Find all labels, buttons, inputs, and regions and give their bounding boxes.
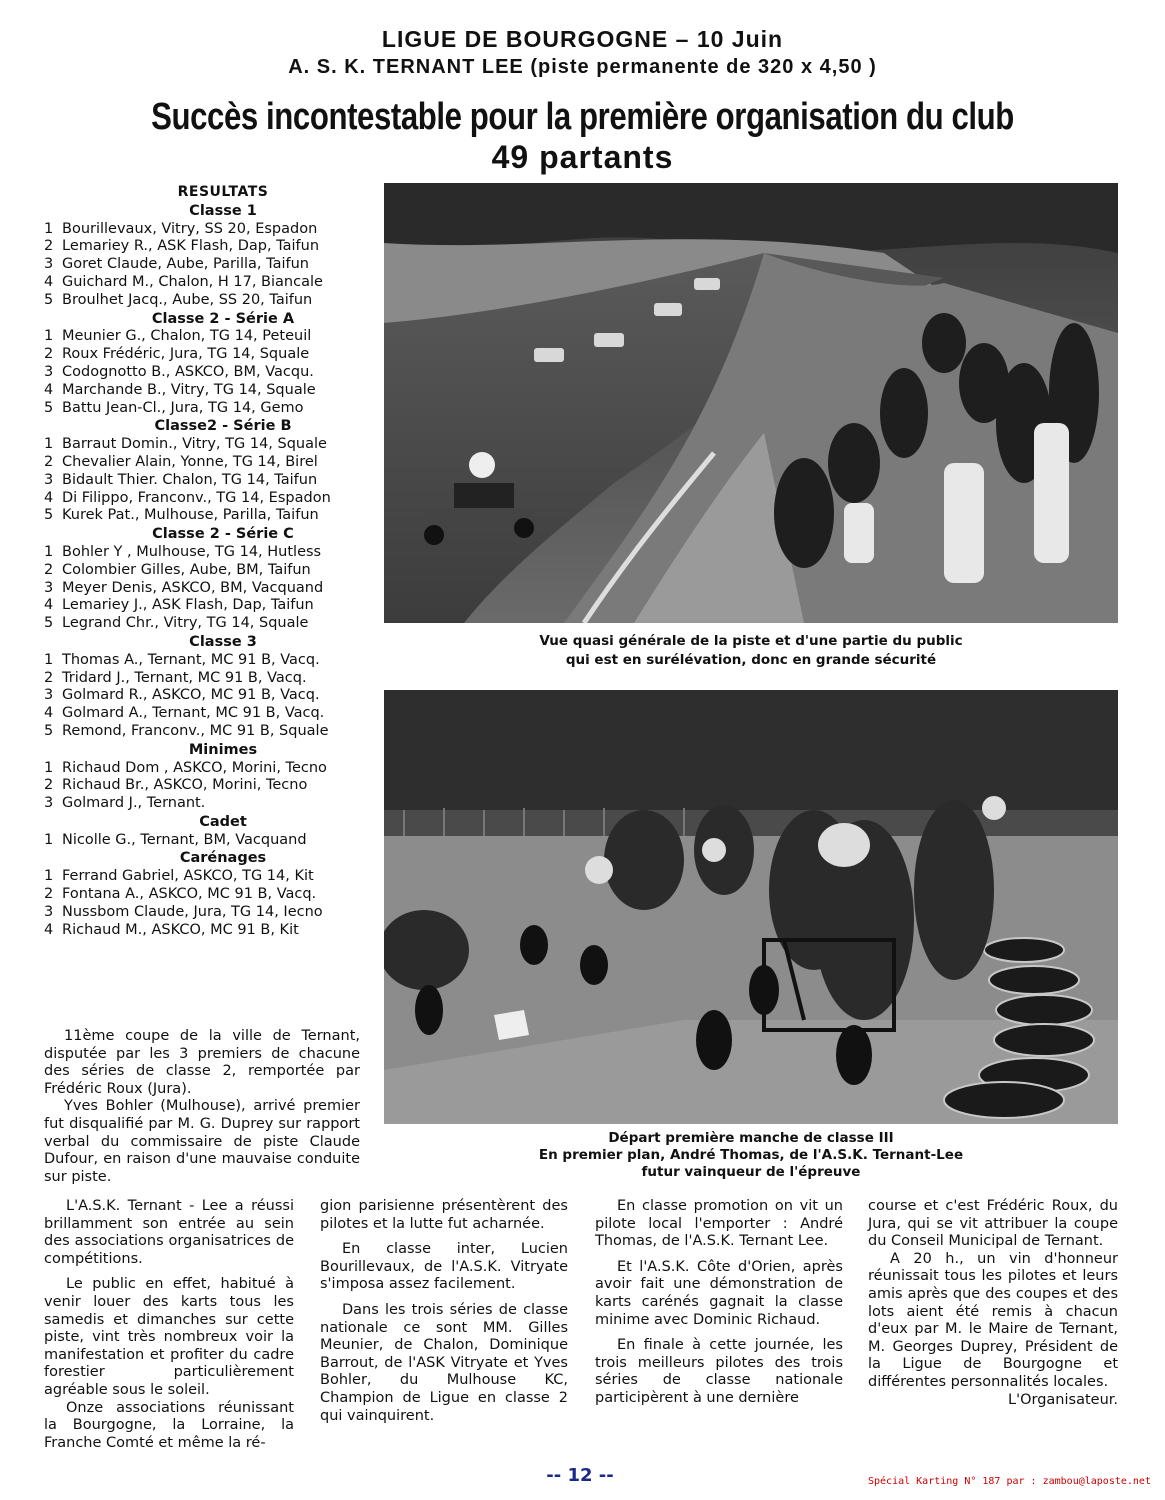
results-list bbox=[44, 184, 362, 939]
article-paragraph: Le public en effet, habitué à venir louer des karts tous les samedis et dimanches sur cette piste, vint très nombreux voir la manifestation et profiter du cadre forestier particulièrement agréable sous le soleil. bbox=[44, 1276, 294, 1398]
article-column-3 bbox=[595, 1198, 843, 1416]
result-position: 5 bbox=[44, 399, 54, 416]
result-entry: Battu Jean-Cl., Jura, TG 14, Gemo bbox=[62, 399, 304, 416]
result-entry: Bohler Y , Mulhouse, TG 14, Hutless bbox=[62, 543, 322, 560]
article-signature: L'Organisateur. bbox=[1008, 1391, 1118, 1408]
result-row bbox=[44, 436, 362, 454]
result-row bbox=[44, 490, 362, 508]
result-entry: Roux Frédéric, Jura, TG 14, Squale bbox=[62, 346, 310, 363]
result-entry: Richaud Dom , ASKCO, Morini, Tecno bbox=[62, 759, 327, 776]
result-row bbox=[44, 615, 362, 633]
result-row bbox=[44, 904, 362, 922]
result-entry: Meyer Denis, ASKCO, BM, Vacquand bbox=[62, 579, 324, 596]
result-row bbox=[44, 760, 362, 778]
result-entry: Nussbom Claude, Jura, TG 14, Iecno bbox=[62, 903, 323, 920]
result-entry: Broulhet Jacq., Aube, SS 20, Taifun bbox=[62, 291, 313, 308]
photo-race-start bbox=[384, 690, 1118, 1124]
result-position: 4 bbox=[44, 273, 54, 290]
article-headline: Succès incontestable pour la première organisation du club bbox=[151, 96, 1014, 138]
result-position: 5 bbox=[44, 291, 54, 308]
result-row bbox=[44, 221, 362, 239]
result-row bbox=[44, 687, 362, 705]
result-position: 2 bbox=[44, 238, 54, 255]
article-paragraph: En classe inter, Lucien Bourillevaux, de l'A.S.K. Vitryate s'imposa assez facilement. bbox=[320, 1241, 568, 1293]
result-entry: Barraut Domin., Vitry, TG 14, Squale bbox=[62, 436, 327, 453]
result-position: 3 bbox=[44, 795, 54, 812]
result-position: 4 bbox=[44, 597, 54, 614]
result-entry: Remond, Franconv., MC 91 B, Squale bbox=[62, 722, 329, 739]
result-position: 5 bbox=[44, 507, 54, 524]
result-row bbox=[44, 400, 362, 418]
result-position: 1 bbox=[44, 651, 54, 668]
result-entry: Marchande B., Vitry, TG 14, Squale bbox=[62, 381, 316, 398]
result-row bbox=[44, 723, 362, 741]
result-position: 2 bbox=[44, 346, 54, 363]
result-row bbox=[44, 364, 362, 382]
results-class-heading: Classe2 - Série B bbox=[154, 418, 292, 435]
result-entry: Golmard J., Ternant. bbox=[62, 795, 206, 812]
result-entry: Fontana A., ASKCO, MC 91 B, Vacq. bbox=[62, 886, 317, 903]
article-paragraph: course et c'est Frédéric Roux, du Jura, qui se vit attribuer la coupe du Conseil Municipal de Ternant. bbox=[868, 1198, 1118, 1250]
result-row bbox=[44, 670, 362, 688]
article-paragraph: En classe promotion on vit un pilote local l'emporter : André Thomas, de l'A.S.K. Ternant Lee. bbox=[595, 1198, 843, 1250]
result-position: 3 bbox=[44, 256, 54, 273]
article-paragraph: gion parisienne présentèrent des pilotes et la lutte fut acharnée. bbox=[320, 1198, 568, 1232]
result-position: 1 bbox=[44, 543, 54, 560]
article-paragraph: Et l'A.S.K. Côte d'Orien, après avoir fait une démonstration de karts carénés gagnait la classe minime avec Dominic Richaud. bbox=[595, 1258, 843, 1328]
result-row bbox=[44, 886, 362, 904]
results-title: RESULTATS bbox=[177, 184, 269, 200]
article-paragraph: L'A.S.K. Ternant - Lee a réussi brillamment son entrée au sein des associations organisatrices de compétitions. bbox=[44, 1198, 294, 1267]
result-position: 3 bbox=[44, 903, 54, 920]
result-entry: Golmard A., Ternant, MC 91 B, Vacq. bbox=[62, 705, 325, 722]
result-position: 2 bbox=[44, 561, 54, 578]
result-entry: Nicolle G., Ternant, BM, Vacquand bbox=[62, 831, 307, 848]
result-entry: Codognotto B., ASKCO, BM, Vacqu. bbox=[62, 363, 314, 380]
result-row bbox=[44, 274, 362, 292]
results-class-heading: Cadet bbox=[199, 813, 247, 830]
result-entry: Guichard M., Chalon, H 17, Biancale bbox=[62, 273, 323, 290]
result-position: 4 bbox=[44, 489, 54, 506]
result-position: 5 bbox=[44, 722, 54, 739]
result-position: 1 bbox=[44, 868, 54, 885]
page-number: -- 12 -- bbox=[546, 1465, 614, 1486]
result-entry: Bourillevaux, Vitry, SS 20, Espadon bbox=[62, 220, 318, 237]
result-entry: Bidault Thier. Chalon, TG 14, Taifun bbox=[62, 471, 318, 488]
result-row bbox=[44, 652, 362, 670]
results-class-heading: Minimes bbox=[188, 741, 258, 758]
result-position: 1 bbox=[44, 220, 54, 237]
results-class-heading: Classe 3 bbox=[189, 633, 257, 650]
result-position: 3 bbox=[44, 363, 54, 380]
track-heading: A. S. K. TERNANT LEE (piste permanente de 320 x 4,50 ) bbox=[288, 56, 877, 78]
result-row bbox=[44, 472, 362, 490]
result-entry: Tridard J., Ternant, MC 91 B, Vacq. bbox=[62, 669, 307, 686]
results-class-heading: Classe 2 - Série C bbox=[152, 526, 294, 543]
article-paragraph: Onze associations réunissant la Bourgogne, la Lorraine, la Franche Comté et même la ré- bbox=[44, 1399, 294, 1451]
article-paragraph: Dans les trois séries de classe nationale ce sont MM. Gilles Meunier, de Chalon, Dominique Barrout, de l'ASK Vitryate et Yves Bohler, du Mulhouse KC, Champion de Ligue en classe 2 qui vainquirent. bbox=[320, 1301, 568, 1424]
result-row bbox=[44, 382, 362, 400]
result-row bbox=[44, 597, 362, 615]
result-row bbox=[44, 544, 362, 562]
article-column-4 bbox=[868, 1198, 1118, 1417]
result-row bbox=[44, 454, 362, 472]
results-class-heading: Carénages bbox=[179, 850, 267, 867]
result-position: 1 bbox=[44, 436, 54, 453]
result-position: 2 bbox=[44, 777, 54, 794]
result-row bbox=[44, 868, 362, 886]
result-position: 1 bbox=[44, 328, 54, 345]
result-row bbox=[44, 256, 362, 274]
result-row bbox=[44, 507, 362, 525]
result-row bbox=[44, 922, 362, 940]
article-column-2 bbox=[320, 1198, 568, 1433]
result-row bbox=[44, 705, 362, 723]
results-class-heading: Classe 2 - Série A bbox=[151, 310, 295, 327]
result-row bbox=[44, 292, 362, 310]
result-position: 1 bbox=[44, 759, 54, 776]
result-position: 2 bbox=[44, 669, 54, 686]
article-subhead: 49 partants bbox=[491, 139, 674, 175]
result-entry: Lemariey J., ASK Flash, Dap, Taifun bbox=[62, 597, 314, 614]
result-entry: Colombier Gilles, Aube, BM, Taifun bbox=[62, 561, 311, 578]
article-paragraph: En finale à cette journée, les trois meilleurs pilotes des trois séries de classe nationale participèrent à une dernière bbox=[595, 1337, 843, 1406]
result-row bbox=[44, 562, 362, 580]
result-position: 4 bbox=[44, 921, 54, 938]
result-entry: Lemariey R., ASK Flash, Dap, Taifun bbox=[62, 238, 320, 255]
footer-credit: Spécial Karting N° 187 par : zambou@laposte.net bbox=[868, 1476, 1151, 1487]
results-class-heading: Classe 1 bbox=[189, 202, 257, 219]
result-row bbox=[44, 346, 362, 364]
coupe-paragraphs bbox=[44, 1028, 360, 1186]
league-heading: LIGUE DE BOURGOGNE – 10 Juin bbox=[381, 26, 784, 52]
coupe-paragraph: Yves Bohler (Mulhouse), arrivé premier fut disqualifié par M. G. Duprey sur rapport verbal du commissaire de piste Claude Dufour, en raison d'une mauvaise conduite sur piste. bbox=[44, 1098, 360, 1185]
result-entry: Richaud M., ASKCO, MC 91 B, Kit bbox=[62, 921, 299, 938]
photo-track-spectators bbox=[384, 183, 1118, 623]
result-entry: Chevalier Alain, Yonne, TG 14, Birel bbox=[62, 453, 318, 470]
result-entry: Di Filippo, Franconv., TG 14, Espadon bbox=[62, 489, 331, 506]
result-entry: Kurek Pat., Mulhouse, Parilla, Taifun bbox=[62, 507, 319, 524]
result-row bbox=[44, 832, 362, 850]
result-position: 3 bbox=[44, 687, 54, 704]
result-row bbox=[44, 777, 362, 795]
results-body bbox=[44, 203, 362, 940]
result-entry: Golmard R., ASKCO, MC 91 B, Vacq. bbox=[62, 687, 320, 704]
result-entry: Richaud Br., ASKCO, Morini, Tecno bbox=[62, 777, 308, 794]
photo1-caption: Vue quasi générale de la piste et d'une partie du public qui est en surélévation, donc en grande sécurité bbox=[539, 633, 963, 668]
result-position: 2 bbox=[44, 886, 54, 903]
photo2-caption: Départ première manche de classe III En premier plan, André Thomas, de l'A.S.K. Ternant-Lee futur vainqueur de l'épreuve bbox=[538, 1130, 964, 1180]
result-entry: Thomas A., Ternant, MC 91 B, Vacq. bbox=[62, 651, 320, 668]
result-position: 2 bbox=[44, 453, 54, 470]
result-row bbox=[44, 328, 362, 346]
result-position: 4 bbox=[44, 705, 54, 722]
result-row bbox=[44, 795, 362, 813]
result-position: 4 bbox=[44, 381, 54, 398]
result-entry: Legrand Chr., Vitry, TG 14, Squale bbox=[62, 615, 309, 632]
result-entry: Goret Claude, Aube, Parilla, Taifun bbox=[62, 256, 309, 273]
coupe-paragraph: 11ème coupe de la ville de Ternant, disputée par les 3 premiers de chacune des séries de classe 2, remportée par Frédéric Roux (Jura). bbox=[44, 1028, 360, 1097]
result-entry: Meunier G., Chalon, TG 14, Peteuil bbox=[62, 328, 312, 345]
article-column-1 bbox=[44, 1198, 294, 1460]
result-position: 5 bbox=[44, 615, 54, 632]
result-position: 3 bbox=[44, 579, 54, 596]
result-row bbox=[44, 580, 362, 598]
result-position: 1 bbox=[44, 831, 54, 848]
article-paragraph: A 20 h., un vin d'honneur réunissait tous les pilotes et leurs amis après que des coupes et des lots aient été remis à chacun d'eux par M. le Maire de Ternant, M. Georges Duprey, Président de la Ligue de Bourgogne et différentes personnalités locales. bbox=[868, 1250, 1118, 1390]
result-entry: Ferrand Gabriel, ASKCO, TG 14, Kit bbox=[62, 868, 314, 885]
result-position: 3 bbox=[44, 471, 54, 488]
result-row bbox=[44, 238, 362, 256]
